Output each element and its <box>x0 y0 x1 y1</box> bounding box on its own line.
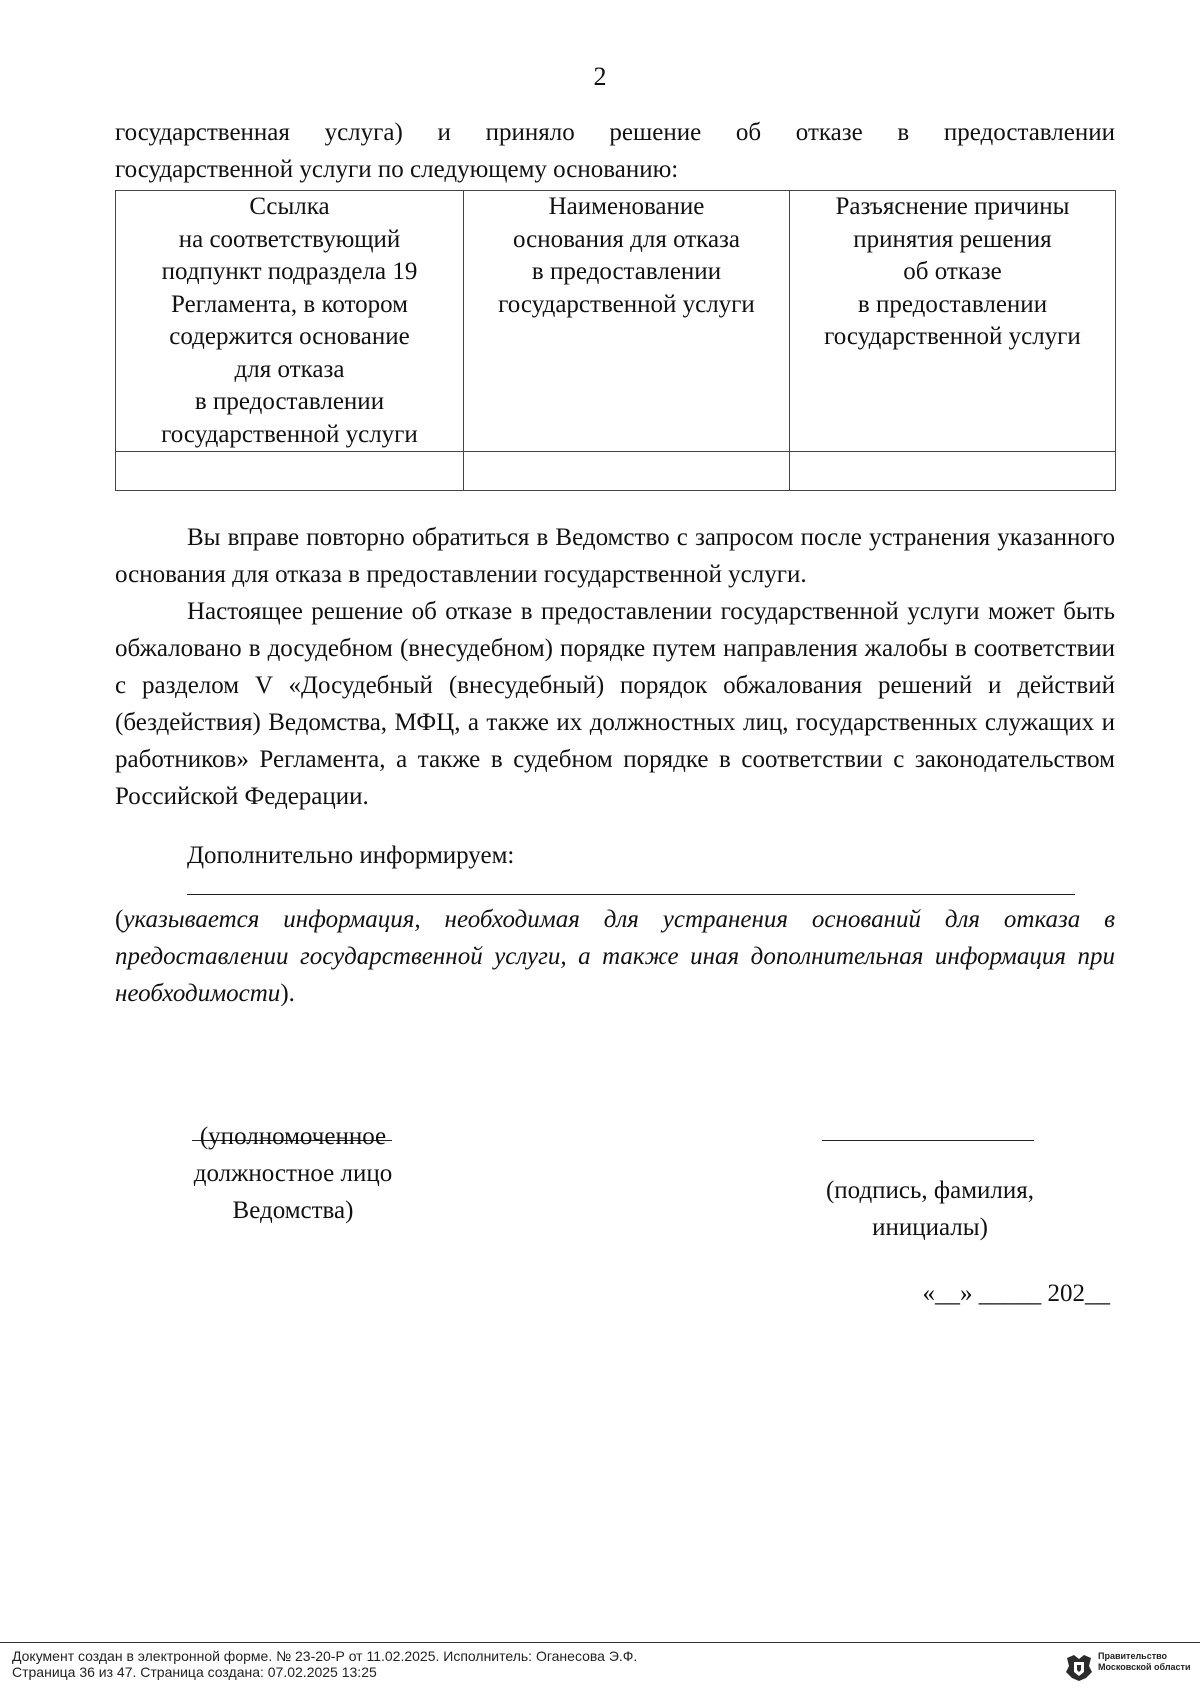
header-cell-ground-name: Наименование основания для отказа в предоставлении государственной услуги <box>464 191 790 452</box>
date-line: «__» _____ 202__ <box>922 1280 1110 1307</box>
intro-line-2: государственной услуги по следующему основанию: <box>115 156 679 183</box>
signature-line-name <box>822 1140 1034 1141</box>
table-cell <box>116 452 464 491</box>
document-body <box>115 114 1115 1012</box>
signature-caption-official: (уполномоченное должностное лицо Ведомства) <box>193 1123 393 1224</box>
additional-info-note: (указывается информация, необходимая для устранения оснований для отказа в предоставлении государственной услуги, а также иная дополнительная информация при необходимости). <box>115 906 1115 1007</box>
paragraph-appeal: Настоящее решение об отказе в предоставлении государственной услуги может быть обжаловано в досудебном (внесудебном) порядке путем направления жалобы в соответствии с разделом V «Досудебный (внесудебный) порядок обжалования решений и действий (бездействия) Ведомства, МФЦ, а также их должностных лиц, государственных служащих и работников» Регламента, а также в судебном порядке в соответствии с законодательством Российской Федерации. <box>115 598 1115 810</box>
footer-divider <box>0 1642 1200 1643</box>
table-row <box>116 452 1116 491</box>
additional-info-title: Дополнительно информируем: <box>187 842 515 869</box>
intro-line-1: государственная услуга) и приняло решение об отказе в предоставлении <box>115 119 1115 146</box>
header-cell-explanation: Разъяснение причины принятия решения об отказе в предоставлении государственной услуги <box>790 191 1116 452</box>
footer-info <box>12 1648 637 1680</box>
coat-of-arms-icon <box>1062 1650 1096 1684</box>
additional-info-line <box>187 874 1075 895</box>
page-number: 2 <box>593 62 607 91</box>
table-cell <box>790 452 1116 491</box>
header-cell-reference: Ссылка на соответствующий подпункт подраздела 19 Регламента, в котором содержится основание для отказа в предоставлении государственной услуги <box>116 191 464 452</box>
paragraph-reapply: Вы вправе повторно обратиться в Ведомство с запросом после устранения указанного основания для отказа в предоставлении государственной услуги. <box>115 524 1115 588</box>
footer-logo-label: Правительство Московской области <box>1098 1651 1191 1672</box>
footer-line-2: Страница 36 из 47. Страница создана: 07.02.2025 13:25 <box>12 1664 377 1680</box>
table-cell <box>464 452 790 491</box>
footer-line-1: Документ создан в электронной форме. № 23-20-Р от 11.02.2025. Исполнитель: Оганесова Э.Ф. <box>12 1648 638 1664</box>
signature-caption-name: (подпись, фамилия, инициалы) <box>825 1177 1035 1241</box>
refusal-grounds-table <box>115 190 1116 491</box>
table-header-row <box>116 191 1116 452</box>
